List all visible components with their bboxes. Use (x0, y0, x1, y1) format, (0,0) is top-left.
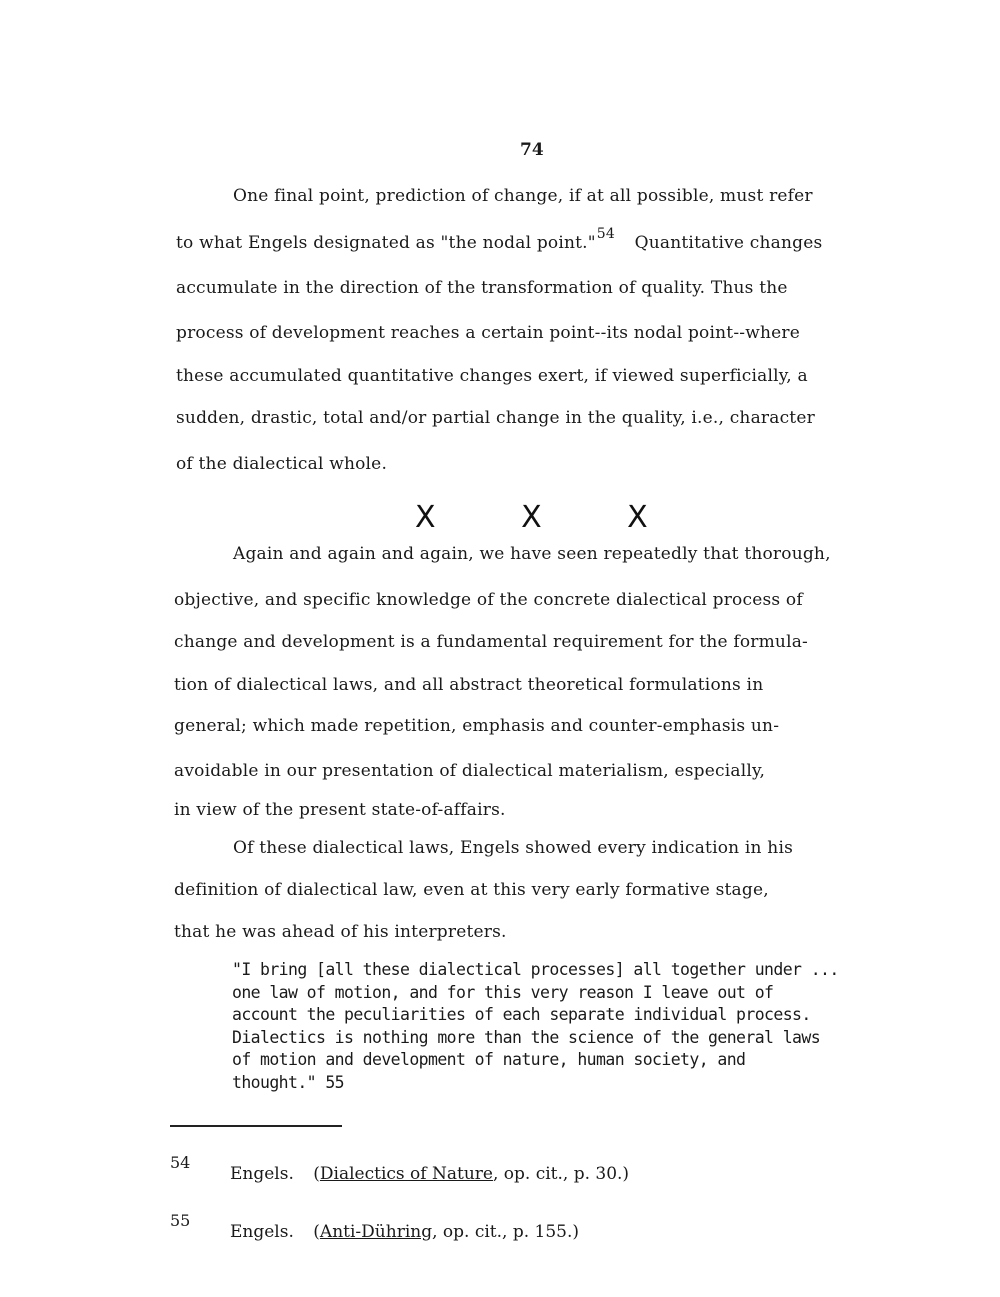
paragraph1-line-2 (176, 226, 823, 253)
footnote-number-55: 55 (170, 1211, 191, 1230)
footnote-54-title: Dialectics of Nature (319, 1164, 493, 1184)
quote-line-4: Dialectics is nothing more than the science of the general laws (232, 1028, 821, 1047)
paragraph2-line-3: change and development is a fundamental requirement for the formula- (174, 632, 808, 652)
footnote-divider (170, 1125, 342, 1127)
quote-line-1: "I bring [all these dialectical processes] all together under ... (232, 960, 839, 979)
quote-line-5: of motion and development of nature, human society, and (232, 1050, 746, 1069)
paragraph1-line-4: process of development reaches a certain point--its nodal point--where (176, 323, 800, 343)
paragraph1-line-1: One final point, prediction of change, if at all possible, must refer (233, 186, 813, 206)
page-number: 74 (520, 140, 544, 160)
paragraph2-line-5: general; which made repetition, emphasis and counter-emphasis un- (174, 716, 780, 736)
paragraph1-line-5: these accumulated quantitative changes exert, if viewed superficially, a (176, 366, 808, 386)
paragraph1-line-2-tail: Quantitative changes (634, 233, 823, 253)
footnote-55 (230, 1222, 579, 1242)
paragraph3-line-3: that he was ahead of his interpreters. (174, 922, 507, 942)
paragraph1-line-3: accumulate in the direction of the transformation of quality. Thus the (176, 278, 788, 298)
section-separator: X X X (415, 500, 686, 535)
quote-line-3: account the peculiarities of each separate individual process. (232, 1005, 811, 1024)
footnote-55-author: Engels. (230, 1222, 294, 1242)
footnote-ref-54: 54 (596, 226, 616, 242)
footnote-54 (230, 1164, 629, 1184)
paragraph2-line-6: avoidable in our presentation of dialectical materialism, especially, (174, 761, 766, 781)
paragraph1-line-2-text: to what Engels designated as "the nodal point." (176, 233, 596, 253)
footnote-54-rest: , op. cit., p. 30.) (492, 1164, 630, 1184)
footnote-55-rest: , op. cit., p. 155.) (432, 1222, 580, 1242)
paragraph2-line-1: Again and again and again, we have seen repeatedly that thorough, (233, 544, 831, 564)
footnote-54-author: Engels. (230, 1164, 294, 1184)
quote-line-6: thought." 55 (232, 1073, 345, 1092)
paragraph3-line-1: Of these dialectical laws, Engels showed every indication in his (233, 838, 794, 858)
paragraph2-line-4: tion of dialectical laws, and all abstract theoretical formulations in (174, 675, 764, 695)
paragraph2-line-7: in view of the present state-of-affairs. (174, 800, 506, 820)
footnote-number-54: 54 (170, 1153, 191, 1172)
paragraph1-line-7: of the dialectical whole. (176, 454, 388, 474)
footnote-55-open: ( (313, 1222, 320, 1242)
footnote-55-title: Anti-Dühring (319, 1222, 433, 1242)
paragraph3-line-2: definition of dialectical law, even at this very early formative stage, (174, 880, 769, 900)
footnote-54-open: ( (313, 1164, 320, 1184)
quote-line-2: one law of motion, and for this very reason I leave out of (232, 983, 774, 1002)
paragraph1-line-6: sudden, drastic, total and/or partial change in the quality, i.e., character (176, 408, 815, 428)
paragraph2-line-2: objective, and specific knowledge of the concrete dialectical process of (174, 590, 803, 610)
